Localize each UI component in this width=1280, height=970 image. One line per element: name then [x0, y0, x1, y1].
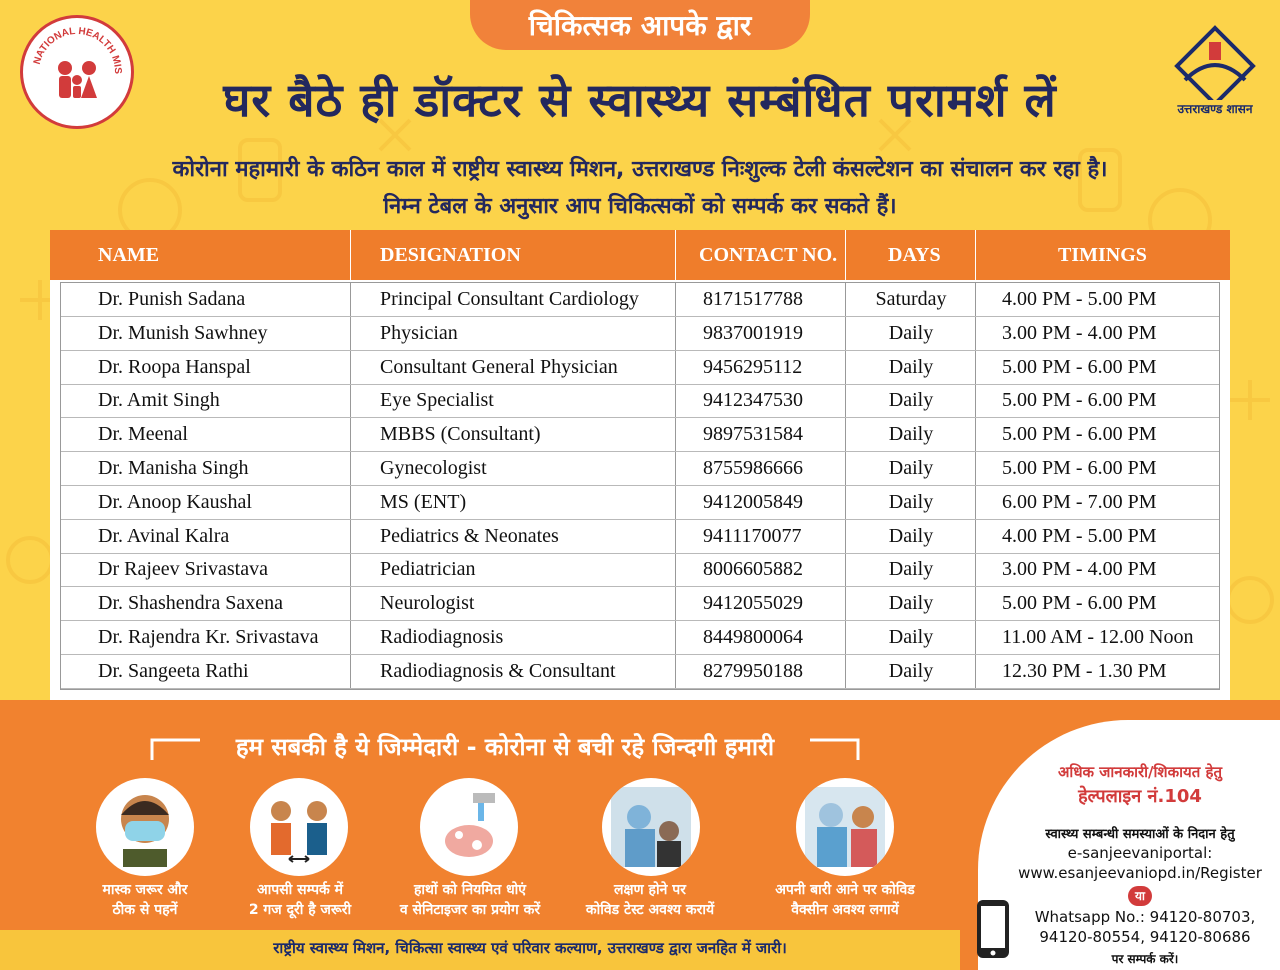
nhm-logo-text: NATIONAL HEALTH MIS — [31, 25, 124, 75]
mask-icon — [105, 787, 185, 867]
uttarakhand-logo — [1165, 20, 1265, 120]
nhm-logo — [20, 15, 134, 129]
contact-number-cell[interactable]: 9456295112 — [703, 355, 803, 378]
designation-cell: Principal Consultant Cardiology — [380, 288, 639, 310]
helpline-number: हेल्पलाइन नं.104 — [1078, 786, 1202, 807]
tip-caption-test: लक्षण होने पर कोविड टेस्ट अवश्य करायें — [585, 882, 715, 918]
subheading-line-1: कोरोना महामारी के कठिन काल में राष्ट्रीय स्वास्थ्य मिशन, उत्तराखण्ड निःशुल्क टेली कंसल्टेशन का संचालन कर रहा है। — [172, 157, 1108, 182]
designation-cell: MBBS (Consultant) — [380, 423, 541, 446]
designation-cell: Pediatrician — [380, 558, 476, 581]
days-cell: Daily — [888, 321, 934, 344]
contact-number-cell[interactable]: 9897531584 — [703, 423, 803, 446]
timings-cell: 5.00 PM - 6.00 PM — [1002, 423, 1157, 446]
table-row — [61, 553, 1219, 587]
table-row — [61, 384, 1219, 418]
tip-caption-handwash: हाथों को नियमित धोएं व सेनिटाइजर का प्रयोग करें — [399, 882, 541, 918]
days-cell: Daily — [888, 626, 934, 648]
doctor-name-cell: Dr. Meenal — [98, 423, 188, 446]
phone-icon — [975, 898, 1011, 962]
contact-number-cell[interactable]: 9412005849 — [703, 490, 803, 513]
timings-cell: 11.00 AM - 12.00 Noon — [1002, 626, 1194, 648]
doctor-name-cell: Dr. Avinal Kalra — [98, 524, 230, 547]
designation-cell: Radiodiagnosis & Consultant — [380, 659, 616, 682]
help-line-8: पर सम्पर्क करें। — [1111, 952, 1179, 966]
days-cell: Saturday — [875, 288, 947, 310]
timings-cell: 12.30 PM - 1.30 PM — [1002, 659, 1167, 682]
tip-circle-mask — [96, 778, 194, 876]
help-whatsapp-2: 94120-80554, 94120-80686 — [1039, 928, 1251, 946]
days-cell: Daily — [888, 490, 934, 513]
days-cell: Daily — [888, 355, 934, 378]
days-cell: Daily — [888, 659, 934, 682]
contact-number-cell[interactable]: 9412055029 — [703, 592, 803, 615]
contact-number-cell[interactable]: 9411170077 — [703, 524, 802, 547]
designation-cell: Eye Specialist — [380, 389, 494, 412]
table-row — [61, 418, 1219, 452]
contact-number-cell[interactable]: 9837001919 — [703, 321, 803, 344]
subheading-line-2: निम्न टेबल के अनुसार आप चिकित्सकों को सम्पर्क कर सकते हैं। — [383, 194, 897, 219]
footer-text: राष्ट्रीय स्वास्थ्य मिशन, चिकित्सा स्वास्थ्य एवं परिवार कल्याण, उत्तराखण्ड द्वारा जनहित में जारी। — [273, 939, 787, 957]
days-cell: Daily — [888, 592, 934, 615]
table-row — [61, 317, 1219, 351]
table-row — [61, 486, 1219, 520]
doctor-name-cell: Dr. Anoop Kaushal — [98, 490, 252, 513]
days-cell: Daily — [888, 389, 934, 412]
timings-cell: 5.00 PM - 6.00 PM — [1002, 457, 1157, 479]
doctor-name-cell: Dr. Sangeeta Rathi — [98, 659, 249, 682]
help-line-3: स्वास्थ्य सम्बन्धी समस्याओं के निदान हेतु — [1045, 827, 1235, 842]
tip-caption-distance: आपसी सम्पर्क में 2 गज दूरी है जरूरी — [248, 882, 352, 918]
timings-cell: 6.00 PM - 7.00 PM — [1002, 490, 1157, 513]
contact-number-cell[interactable]: 8171517788 — [703, 288, 803, 310]
days-cell: Daily — [888, 558, 934, 581]
designation-cell: Physician — [380, 321, 458, 344]
doctor-name-cell: Dr. Amit Singh — [98, 389, 220, 412]
table-row — [61, 283, 1219, 317]
tip-circle-handwash — [420, 778, 518, 876]
timings-cell: 5.00 PM - 6.00 PM — [1002, 355, 1157, 378]
or-badge: या — [1128, 886, 1152, 906]
vaccine-icon — [805, 787, 885, 867]
designation-cell: Pediatrics & Neonates — [380, 524, 559, 547]
help-website[interactable]: www.esanjeevaniopd.in/Register — [1018, 864, 1262, 882]
help-line-1: अधिक जानकारी/शिकायत हेतु — [1057, 763, 1223, 781]
distance-icon — [259, 787, 339, 867]
days-cell: Daily — [888, 524, 934, 547]
header-days: DAYS — [888, 243, 941, 266]
header-timings: TIMINGS — [1058, 243, 1147, 266]
timings-cell: 4.00 PM - 5.00 PM — [1002, 288, 1157, 310]
designation-cell: Consultant General Physician — [380, 355, 618, 378]
designation-cell: Radiodiagnosis — [380, 626, 504, 648]
table-row — [61, 351, 1219, 385]
table-row — [61, 621, 1219, 655]
doctor-name-cell: Dr. Punish Sadana — [98, 288, 246, 310]
days-cell: Daily — [888, 423, 934, 446]
timings-cell: 5.00 PM - 6.00 PM — [1002, 389, 1157, 412]
uttarakhand-logo-text: उत्तराखण्ड शासन — [1177, 102, 1253, 116]
tip-circle-test — [602, 778, 700, 876]
designation-cell: MS (ENT) — [380, 490, 467, 513]
doctor-name-cell: Dr. Rajendra Kr. Srivastava — [98, 626, 319, 648]
timings-cell: 3.00 PM - 4.00 PM — [1002, 321, 1157, 344]
table-row — [61, 452, 1219, 486]
doctor-name-cell: Dr. Roopa Hanspal — [98, 355, 251, 378]
tip-circle-distance — [250, 778, 348, 876]
header-contact: CONTACT NO. — [699, 243, 838, 266]
headline: घर बैठे ही डॉक्टर से स्वास्थ्य सम्बंधित परामर्श लें — [223, 73, 1057, 127]
handwash-icon — [429, 787, 509, 867]
tip-caption-vaccine: अपनी बारी आने पर कोविड वैक्सीन अवश्य लगायें — [775, 882, 915, 918]
table-header — [50, 230, 1230, 280]
contact-number-cell[interactable]: 8755986666 — [703, 457, 803, 479]
help-whatsapp-1: Whatsapp No.: 94120-80703, — [1034, 908, 1256, 926]
doctor-name-cell: Dr Rajeev Srivastava — [98, 558, 268, 581]
designation-cell: Gynecologist — [380, 457, 487, 479]
header-name: NAME — [98, 243, 160, 266]
header-designation: DESIGNATION — [380, 243, 521, 266]
test-icon — [611, 787, 691, 867]
doctor-name-cell: Dr. Munish Sawhney — [98, 321, 268, 344]
days-cell: Daily — [888, 457, 934, 479]
contact-number-cell[interactable]: 8449800064 — [703, 626, 803, 648]
timings-cell: 5.00 PM - 6.00 PM — [1002, 592, 1157, 615]
contact-number-cell[interactable]: 8006605882 — [703, 558, 803, 581]
doctor-name-cell: Dr. Shashendra Saxena — [98, 592, 283, 615]
timings-cell: 3.00 PM - 4.00 PM — [1002, 558, 1157, 581]
doctor-table — [50, 230, 1230, 702]
timings-cell: 4.00 PM - 5.00 PM — [1002, 524, 1157, 547]
contact-number-cell[interactable]: 9412347530 — [703, 389, 803, 412]
designation-cell: Neurologist — [380, 592, 475, 615]
slogan: हम सबकी है ये जिम्मेदारी - कोरोना से बची रहे जिन्दगी हमारी — [235, 733, 775, 761]
table-row — [61, 587, 1219, 621]
uttarakhand-emblem-icon — [1165, 20, 1265, 100]
help-line-4: e-sanjeevaniportal: — [1067, 844, 1213, 862]
tip-circle-vaccine — [796, 778, 894, 876]
nhm-logo-icon — [23, 18, 131, 126]
svg-text:NATIONAL HEALTH MISSION — [23, 18, 123, 74]
tip-caption-mask: मास्क जरूर और ठीक से पहनें — [102, 882, 188, 918]
table-row — [61, 520, 1219, 554]
contact-number-cell[interactable]: 8279950188 — [703, 659, 803, 682]
top-banner-pill: चिकित्सक आपके द्वार — [470, 0, 810, 50]
doctor-name-cell: Dr. Manisha Singh — [98, 457, 249, 479]
table-body — [60, 282, 1220, 690]
